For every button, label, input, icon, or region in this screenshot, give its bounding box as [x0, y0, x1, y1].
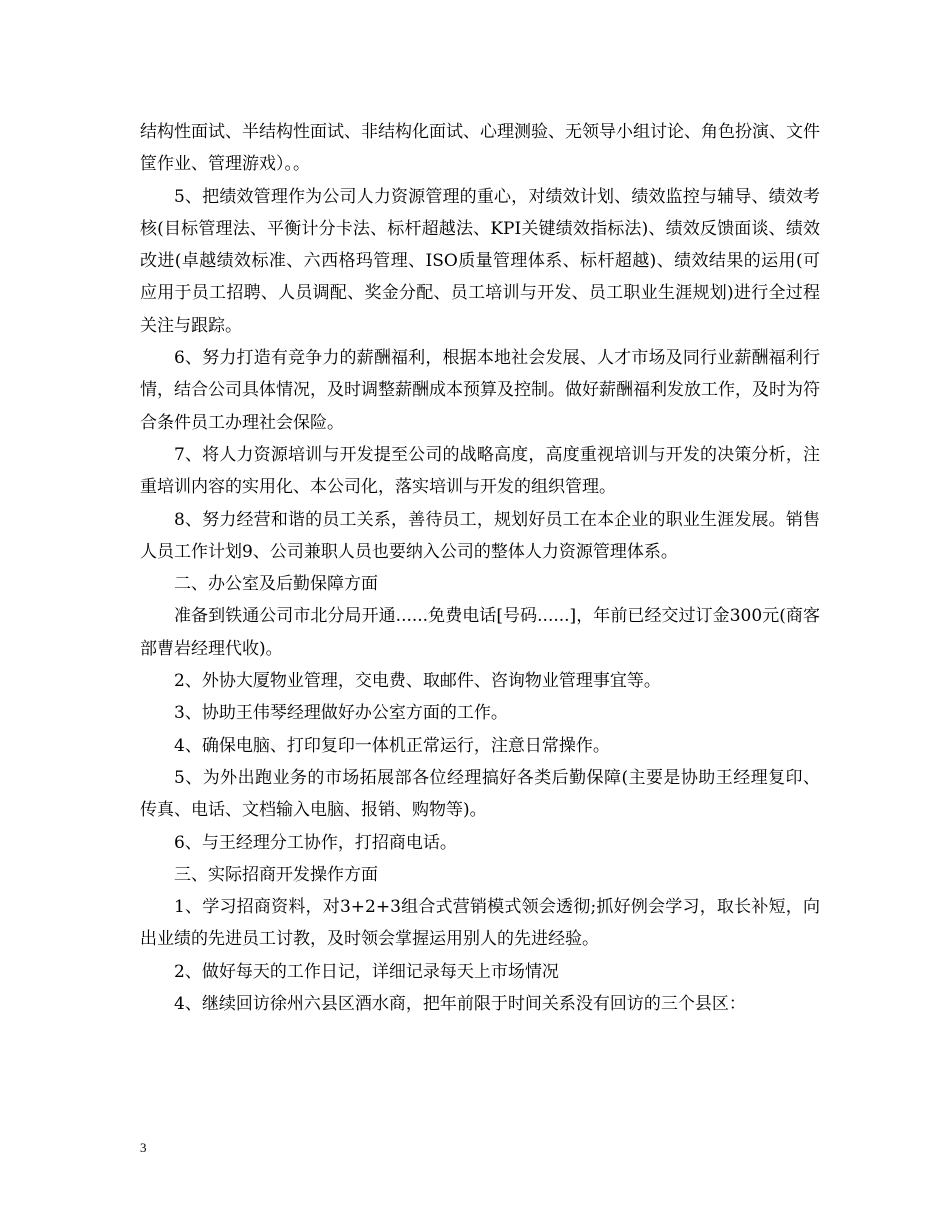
paragraph: 2、做好每天的工作日记，详细记录每天上市场情况 [174, 961, 559, 982]
paragraph: 5、把绩效管理作为公司人力资源管理的重心，对绩效计划、绩效监控与辅导、绩效考核(目标管理法、平衡计分卡法、标杆超越法、KPI关键绩效指标法)、绩效反馈面谈、绩效改进(卓越绩效标准、六西格玛管理、ISO质量管理体系、标杆超越)、绩效结果的运用(可应用于员工招聘、人员调配、奖金分配、员工培训与开发、员工职业生涯规划)进行全过程关注与跟踪。 [140, 186, 820, 336]
paragraph: 4、确保电脑、打印复印一体机正常运行，注意日常操作。 [174, 735, 610, 756]
paragraph: 4、继续回访徐州六县区酒水商，把年前限于时间关系没有回访的三个县区： [174, 994, 746, 1015]
paragraph: 5、为外出跑业务的市场拓展部各位经理搞好各类后勤保障(主要是协助王经理复印、传真、电话、文档输入电脑、报销、购物等)。 [140, 767, 820, 821]
paragraph: 7、将人力资源培训与开发提至公司的战略高度，高度重视培训与开发的决策分析，注重培训内容的实用化、本公司化，落实培训与开发的组织管理。 [140, 444, 820, 498]
section-heading: 三、实际招商开发操作方面 [174, 864, 378, 885]
section-heading: 二、办公室及后勤保障方面 [174, 574, 378, 595]
paragraph: 3、协助王伟琴经理做好办公室方面的工作。 [174, 703, 508, 724]
paragraph: 准备到铁通公司市北分局开通......免费电话[号码......]，年前已经交过订金300元(商客部曹岩经理代收)。 [140, 606, 820, 659]
paragraph: 8、努力经营和谐的员工关系，善待员工，规划好员工在本企业的职业生涯发展。销售人员工作计划9、公司兼职人员也要纳入公司的整体人力资源管理体系。 [140, 509, 820, 562]
paragraph: 6、努力打造有竞争力的薪酬福利，根据本地社会发展、人才市场及同行业薪酬福利行情，结合公司具体情况，及时调整薪酬成本预算及控制。做好薪酬福利发放工作，及时为符合条件员工办理社会保险。 [140, 348, 820, 433]
document-body [140, 116, 820, 1020]
paragraph: 6、与王经理分工协作，打招商电话。 [174, 832, 457, 853]
paragraph: 1、学习招商资料，对3+2+3组合式营销模式领会透彻;抓好例会学习，取长补短，向出业绩的先进员工讨教，及时领会掌握运用别人的先进经验。 [140, 897, 820, 950]
paragraph: 2、外协大厦物业管理，交电费、取邮件、咨询物业管理事宜等。 [174, 671, 661, 692]
page-number: 3 [140, 1140, 147, 1155]
paragraph: 结构性面试、半结构性面试、非结构化面试、心理测验、无领导小组讨论、角色扮演、文件筐作业、管理游戏）。。 [140, 122, 820, 175]
